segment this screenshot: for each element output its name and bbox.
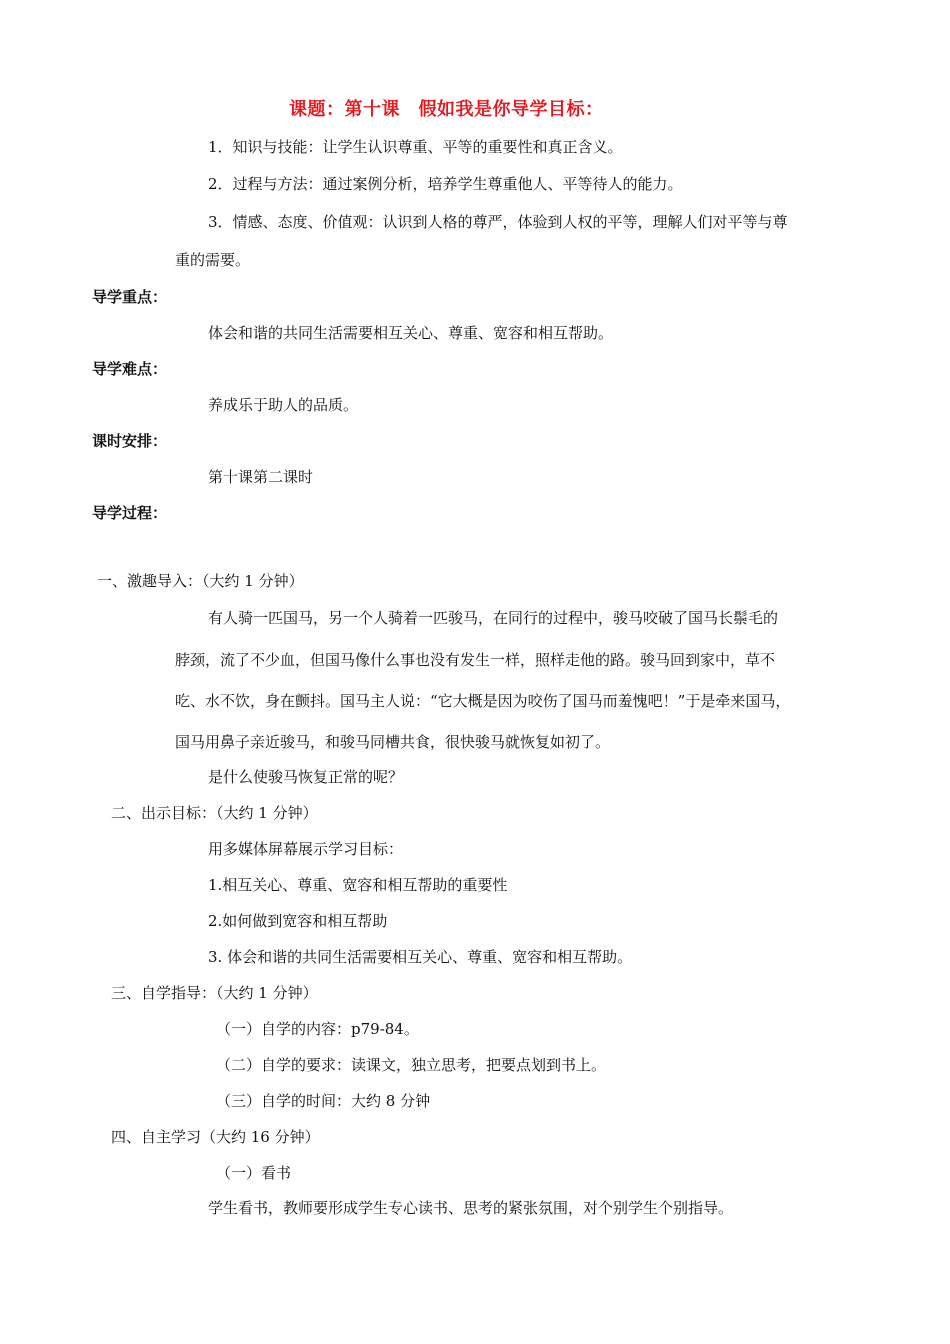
story-line-1: 有人骑一匹国马，另一个人骑着一匹骏马，在同行的过程中，骏马咬破了国马长鬃毛的 (208, 609, 779, 627)
key-point-text: 体会和谐的共同生活需要相互关心、尊重、宽容和相互帮助。 (208, 324, 614, 342)
goal-item-2: 2.如何做到宽容和相互帮助 (208, 912, 388, 930)
objective-3: 3．情感、态度、价值观：认识到人格的尊严，体验到人权的平等，理解人们对平等与尊 (208, 213, 788, 231)
goal-item-1: 1.相互关心、尊重、宽容和相互帮助的重要性 (208, 876, 508, 894)
difficulty-heading: 导学难点： (92, 360, 168, 378)
goal-item-3: 3. 体会和谐的共同生活需要相互关心、尊重、宽容和相互帮助。 (208, 948, 633, 966)
section-2-heading: 二、出示目标：（大约 1 分钟） (111, 804, 318, 822)
key-point-heading: 导学重点： (92, 288, 168, 306)
self-study-item-1: （一）自学的内容：p79-84。 (216, 1020, 419, 1038)
page-title: 课题：第十课 假如我是你导学目标： (289, 99, 604, 120)
self-study-item-2: （二）自学的要求：读课文，独立思考，把要点划到书上。 (216, 1056, 607, 1074)
objective-3-continued: 重的需要。 (175, 251, 251, 269)
process-heading: 导学过程： (92, 504, 168, 522)
objective-1: 1．知识与技能：让学生认识尊重、平等的重要性和真正含义。 (208, 138, 623, 156)
section-1-heading: 一、激趣导入：（大约 1 分钟） (97, 572, 304, 590)
schedule-heading: 课时安排： (92, 432, 168, 450)
self-study-item-3: （三）自学的时间：大约 8 分钟 (216, 1092, 431, 1110)
section-4-text: 学生看书，教师要形成学生专心读书、思考的紧张氛围，对个别学生个别指导。 (208, 1199, 734, 1217)
story-line-4: 国马用鼻子亲近骏马，和骏马同槽共食，很快骏马就恢复如初了。 (175, 733, 611, 751)
section-2-intro: 用多媒体屏幕展示学习目标： (208, 840, 404, 858)
difficulty-text: 养成乐于助人的品质。 (208, 396, 359, 414)
section-4-heading: 四、自主学习（大约 16 分钟） (111, 1128, 320, 1146)
section-4-sub: （一）看书 (216, 1164, 292, 1182)
story-line-2: 脖颈，流了不少血，但国马像什么事也没有发生一样，照样走他的路。骏马回到家中，草不 (175, 651, 776, 669)
story-question: 是什么使骏马恢复正常的呢？ (208, 768, 404, 786)
section-3-heading: 三、自学指导：（大约 1 分钟） (111, 984, 318, 1002)
schedule-text: 第十课第二课时 (208, 468, 314, 486)
objective-2: 2．过程与方法：通过案例分析，培养学生尊重他人、平等待人的能力。 (208, 175, 683, 193)
story-line-3: 吃、水不饮，身在颤抖。国马主人说：“它大概是因为咬伤了国马而羞愧吧！”于是牵来国马， (175, 692, 791, 710)
